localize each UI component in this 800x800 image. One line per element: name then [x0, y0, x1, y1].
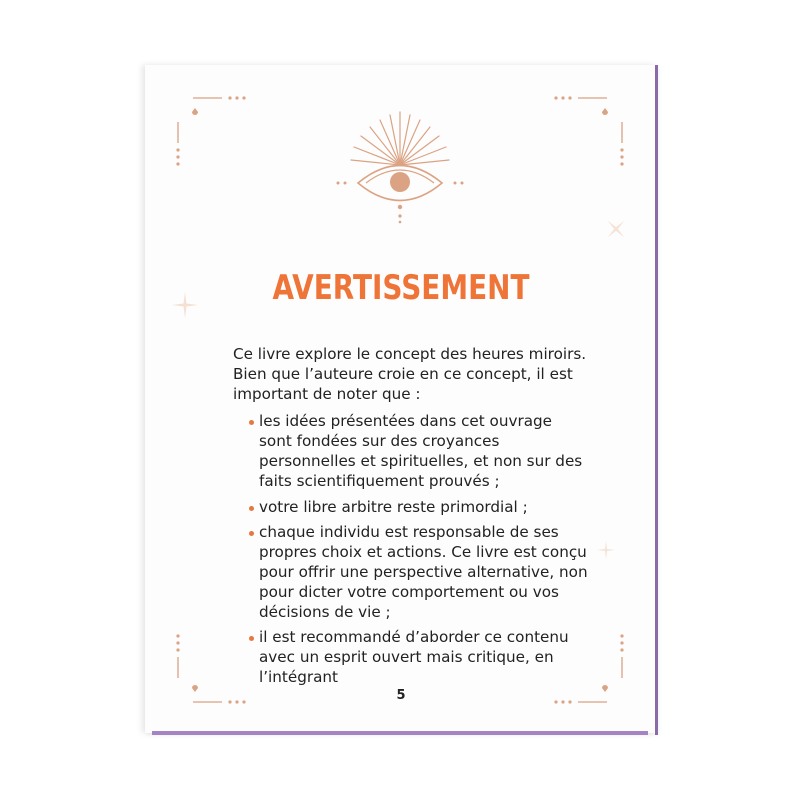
bullet-dot-icon [249, 531, 254, 536]
list-item-text: les idées présentées dans cet ouvrage sont fondées sur des croyances personnelles et spirituelles, et non sur des faits scientifiquement prouvés ; [259, 412, 583, 490]
page-number: 5 [396, 688, 406, 703]
bullet-dot-icon [249, 506, 254, 511]
page-bottom-edge [152, 731, 648, 735]
moon-corner-top-left-icon [160, 80, 255, 175]
list-item [233, 628, 588, 687]
list-item [233, 412, 588, 491]
intro-paragraph: Ce livre explore le concept des heures miroirs. Bien que l’auteure croie en ce concept, il est important de noter que : [233, 345, 587, 403]
eye-icon [330, 110, 470, 225]
list-item-text: chaque individu est responsable de ses propres choix et actions. Ce livre est conçu pour offrir une perspective alternative, non pour dicter votre comportement ou vos décisions de vie ; [259, 523, 588, 621]
list-item [233, 523, 588, 622]
page-title: AVERTISSEMENT [272, 268, 530, 308]
bullet-dot-icon [249, 420, 254, 425]
page-right-edge [655, 65, 658, 735]
warning-body [233, 345, 588, 694]
bullet-list [233, 412, 588, 687]
sparkle-icon [596, 540, 616, 560]
bullet-dot-icon [249, 636, 254, 641]
list-item [233, 498, 588, 518]
sparkle-icon [602, 215, 630, 243]
list-item-text: votre libre arbitre reste primordial ; [259, 497, 528, 516]
moon-corner-top-right-icon [545, 80, 640, 175]
list-item-text: il est recommandé d’aborder ce contenu avec un esprit ouvert mais critique, en l’intégrant [259, 628, 569, 686]
